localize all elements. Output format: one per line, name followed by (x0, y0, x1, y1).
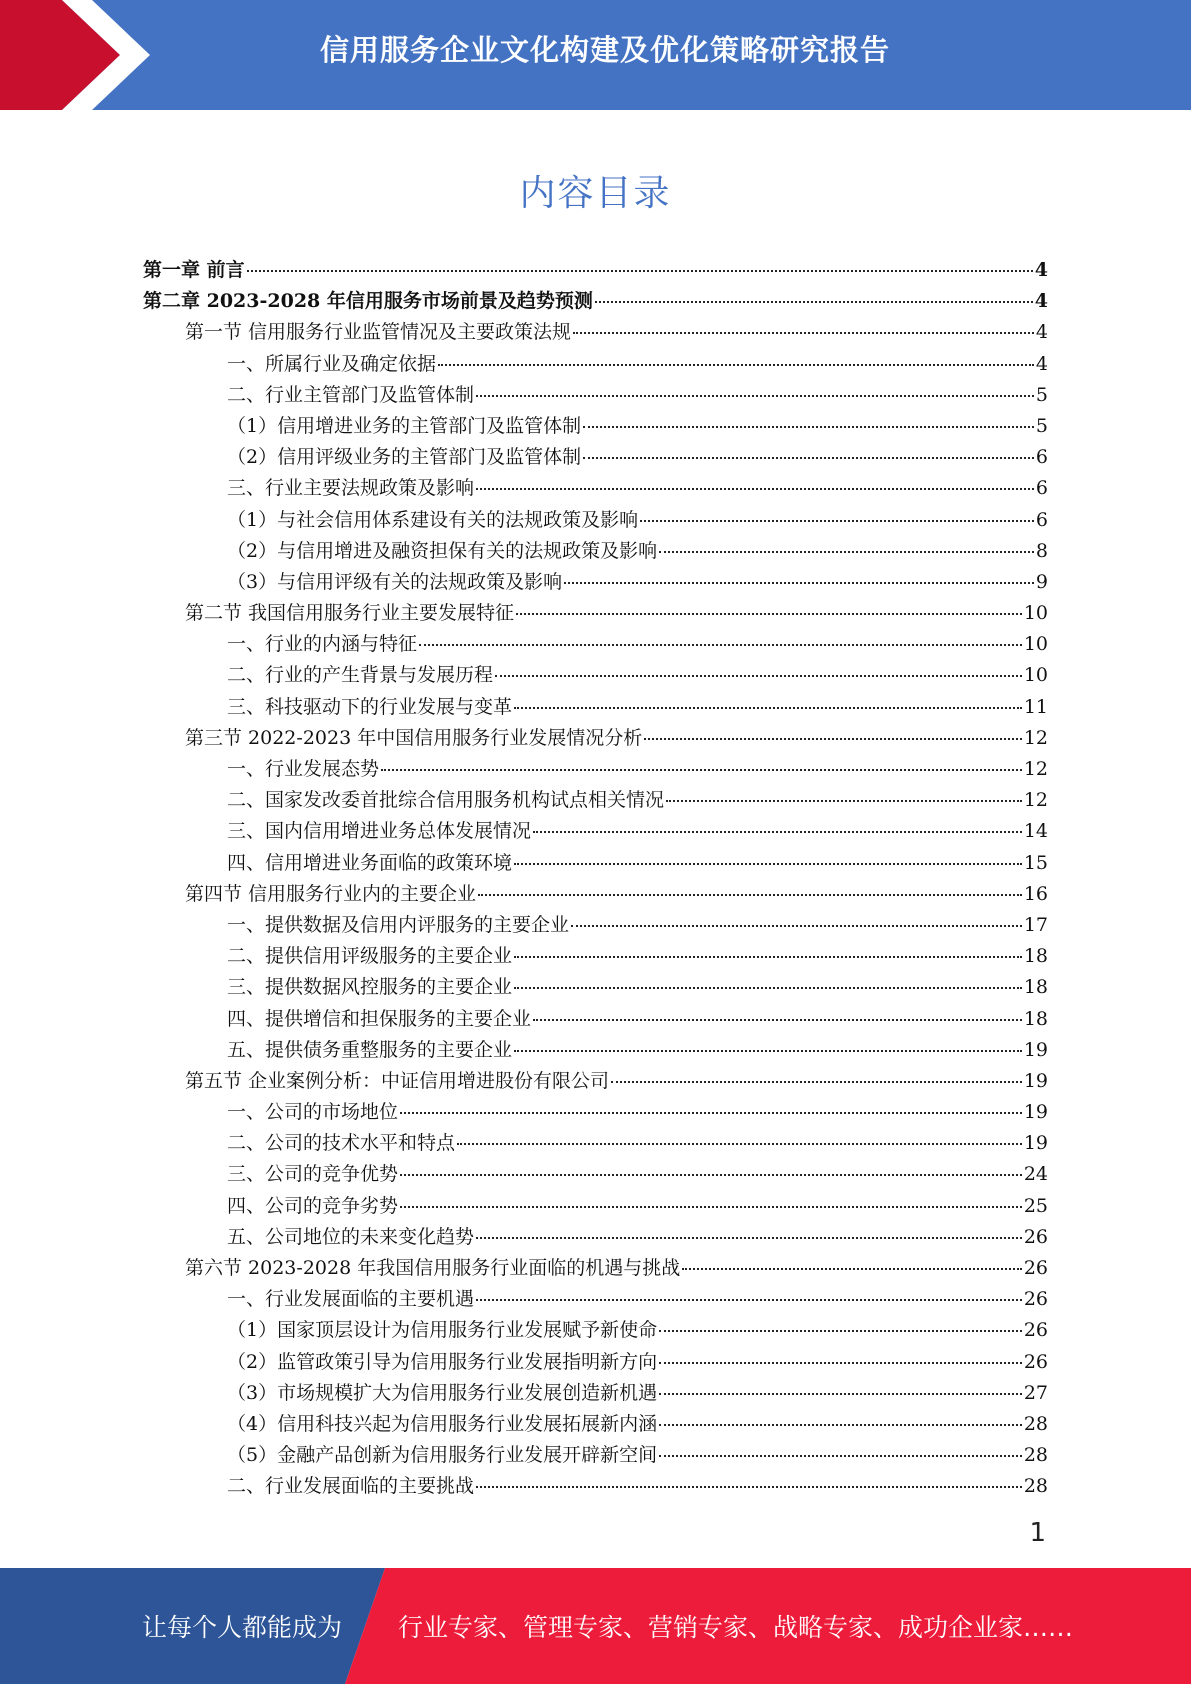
toc-dot-leader (476, 1486, 1022, 1488)
footer-slogan-right: 行业专家、管理专家、营销专家、战略专家、成功企业家…… (398, 1613, 1074, 1642)
toc-entry[interactable] (143, 1284, 1048, 1315)
toc-entry-title: 四、公司的竞争劣势 (227, 1194, 399, 1217)
toc-dot-leader (476, 395, 1034, 397)
toc-dot-leader (659, 1330, 1022, 1332)
toc-entry-page: 8 (1035, 539, 1048, 562)
toc-entry-title: 一、行业的内涵与特征 (227, 633, 418, 656)
toc-entry-page: 18 (1023, 976, 1048, 999)
toc-dot-leader (611, 1081, 1022, 1083)
toc-dot-leader (514, 863, 1022, 865)
toc-entry-title: 一、提供数据及信用内评服务的主要企业 (227, 913, 570, 936)
toc-entry-title: （2）监管政策引导为信用服务行业发展指明新方向 (227, 1350, 658, 1373)
toc-entry[interactable] (143, 505, 1048, 536)
toc-entry-title: 五、公司地位的未来变化趋势 (227, 1225, 475, 1248)
toc-entry-page: 27 (1023, 1381, 1048, 1404)
toc-dot-leader (457, 1143, 1022, 1145)
toc-entry-page: 28 (1023, 1444, 1048, 1467)
toc-entry-title: （4）信用科技兴起为信用服务行业发展拓展新内涵 (227, 1412, 658, 1435)
toc-entry-page: 28 (1023, 1412, 1048, 1435)
toc-entry-page: 18 (1023, 1007, 1048, 1030)
toc-dot-leader (400, 1206, 1022, 1208)
toc-dot-leader (514, 987, 1022, 989)
toc-dot-leader (514, 1050, 1022, 1052)
toc-entry-page: 14 (1023, 820, 1048, 843)
toc-entry[interactable] (143, 1440, 1048, 1471)
toc-entry[interactable] (143, 879, 1048, 910)
toc-entry-page: 19 (1023, 1038, 1048, 1061)
toc-entry-page: 25 (1023, 1194, 1048, 1217)
toc-entry-title: 一、行业发展面临的主要机遇 (227, 1288, 475, 1311)
toc-entry-page: 10 (1023, 602, 1048, 625)
toc-dot-leader (478, 894, 1022, 896)
toc-entry[interactable] (143, 1471, 1048, 1502)
toc-entry[interactable] (143, 629, 1048, 660)
toc-entry-title: （1）信用增进业务的主管部门及监管体制 (227, 414, 582, 437)
toc-dot-leader (247, 270, 1033, 272)
toc-dot-leader (476, 1237, 1022, 1239)
toc-entry-page: 10 (1023, 633, 1048, 656)
toc-entry-title: （1）与社会信用体系建设有关的法规政策及影响 (227, 508, 639, 531)
toc-entry[interactable] (143, 1066, 1048, 1097)
footer-banner (0, 1568, 1191, 1684)
toc-entry-page: 10 (1023, 664, 1048, 687)
header-banner (0, 0, 1191, 110)
toc-dot-leader (659, 1424, 1022, 1426)
toc-entry-page: 26 (1023, 1319, 1048, 1342)
toc-entry[interactable] (143, 536, 1048, 567)
toc-dot-leader (682, 1268, 1022, 1270)
toc-entry[interactable] (143, 286, 1048, 317)
toc-dot-leader (476, 1299, 1022, 1301)
toc-entry-title: 二、公司的技术水平和特点 (227, 1132, 456, 1155)
toc-entry-title: 三、国内信用增进业务总体发展情况 (227, 820, 532, 843)
toc-entry-page: 24 (1023, 1163, 1048, 1186)
toc-entry[interactable] (143, 1128, 1048, 1159)
toc-entry[interactable] (143, 317, 1048, 348)
toc-entry-title: 第五节 企业案例分析：中证信用增进股份有限公司 (185, 1069, 610, 1092)
toc-entry-page: 19 (1023, 1132, 1048, 1155)
toc-dot-leader (595, 301, 1033, 303)
toc-entry-page: 26 (1023, 1257, 1048, 1279)
chevron-logo-icon (0, 0, 160, 110)
toc-dot-leader (583, 426, 1034, 428)
toc-entry[interactable] (143, 785, 1048, 816)
toc-dot-leader (573, 332, 1034, 334)
toc-dot-leader (659, 1455, 1022, 1457)
toc-entry-page: 4 (1035, 321, 1048, 344)
toc-dot-leader (571, 925, 1022, 927)
toc-dot-leader (659, 551, 1034, 553)
toc-entry-title: 第一章 前言 (143, 259, 245, 281)
toc-entry[interactable] (143, 1315, 1048, 1346)
footer-slogan-left: 让每个人都能成为 (142, 1613, 343, 1642)
toc-entry-page: 19 (1023, 1069, 1048, 1092)
toc-entry[interactable] (143, 723, 1048, 754)
toc-entry[interactable] (143, 1097, 1048, 1128)
toc-entry[interactable] (143, 1191, 1048, 1222)
toc-entry-page: 15 (1023, 851, 1048, 874)
toc-dot-leader (666, 800, 1022, 802)
toc-entry[interactable] (143, 349, 1048, 380)
toc-entry-page: 6 (1035, 508, 1048, 531)
toc-entry[interactable] (143, 848, 1048, 879)
toc-entry-title: 第二章 2023-2028 年信用服务市场前景及趋势预测 (143, 290, 593, 313)
toc-entry-page: 4 (1035, 352, 1048, 375)
toc-entry-title: 四、提供增信和担保服务的主要企业 (227, 1007, 532, 1030)
toc-entry-title: 四、信用增进业务面临的政策环境 (227, 851, 513, 874)
toc-dot-leader (438, 364, 1034, 366)
toc-entry-page: 26 (1023, 1288, 1048, 1311)
toc-entry-title: 五、提供债务重整服务的主要企业 (227, 1038, 513, 1061)
toc-dot-leader (640, 520, 1034, 522)
toc-entry-page: 4 (1034, 290, 1048, 313)
toc-entry[interactable] (143, 380, 1048, 411)
toc-dot-leader (644, 738, 1022, 740)
toc-dot-leader (476, 488, 1034, 490)
table-of-contents (143, 255, 1048, 1503)
toc-entry[interactable] (143, 598, 1048, 629)
toc-entry-title: 二、国家发改委首批综合信用服务机构试点相关情况 (227, 789, 665, 812)
toc-entry-title: 三、科技驱动下的行业发展与变革 (227, 695, 513, 718)
toc-entry-page: 26 (1023, 1350, 1048, 1373)
toc-entry-title: 一、所属行业及确定依据 (227, 352, 437, 375)
toc-entry-page: 19 (1023, 1101, 1048, 1124)
toc-entry-page: 12 (1023, 789, 1048, 812)
toc-entry-page: 28 (1023, 1475, 1048, 1498)
toc-entry-title: 三、公司的竞争优势 (227, 1163, 399, 1186)
toc-entry[interactable] (143, 473, 1048, 504)
toc-entry[interactable] (143, 816, 1048, 847)
toc-entry-title: （3）市场规模扩大为信用服务行业发展创造新机遇 (227, 1381, 658, 1404)
toc-entry[interactable] (143, 1035, 1048, 1066)
toc-dot-leader (419, 644, 1022, 646)
report-title: 信用服务企业文化构建及优化策略研究报告 (319, 33, 890, 67)
page-number: 1 (1029, 1518, 1046, 1548)
toc-dot-leader (400, 1174, 1022, 1176)
toc-entry-title: 第三节 2022-2023 年中国信用服务行业发展情况分析 (185, 726, 643, 749)
toc-entry-page: 9 (1035, 570, 1048, 593)
toc-entry-page: 12 (1023, 726, 1048, 749)
toc-entry-title: （1）国家顶层设计为信用服务行业发展赋予新使命 (227, 1319, 658, 1342)
toc-dot-leader (533, 831, 1022, 833)
toc-entry-title: （2）信用评级业务的主管部门及监管体制 (227, 446, 582, 469)
toc-entry-title: 二、行业主管部门及监管体制 (227, 383, 475, 406)
toc-entry[interactable] (143, 1159, 1048, 1190)
toc-dot-leader (514, 707, 1022, 709)
toc-heading: 内容目录 (519, 173, 672, 214)
toc-entry[interactable] (143, 442, 1048, 473)
toc-entry-page: 5 (1035, 383, 1048, 406)
toc-entry-title: 三、行业主要法规政策及影响 (227, 477, 475, 500)
toc-entry-title: 第二节 我国信用服务行业主要发展特征 (185, 602, 515, 625)
toc-entry-title: 三、提供数据风控服务的主要企业 (227, 976, 513, 999)
toc-entry[interactable] (143, 910, 1048, 941)
toc-entry[interactable] (143, 1378, 1048, 1409)
toc-dot-leader (514, 956, 1022, 958)
toc-entry-page: 18 (1023, 945, 1048, 968)
toc-dot-leader (659, 1393, 1022, 1395)
toc-entry-title: 二、行业发展面临的主要挑战 (227, 1475, 475, 1498)
toc-dot-leader (516, 613, 1022, 615)
toc-entry[interactable] (143, 1222, 1048, 1253)
toc-dot-leader (564, 582, 1034, 584)
toc-entry[interactable] (143, 660, 1048, 691)
toc-entry-title: 二、行业的产生背景与发展历程 (227, 664, 494, 687)
toc-dot-leader (583, 457, 1034, 459)
toc-entry[interactable] (143, 255, 1048, 286)
toc-entry-page: 26 (1023, 1225, 1048, 1248)
toc-entry[interactable] (143, 1409, 1048, 1440)
toc-entry[interactable] (143, 1253, 1048, 1284)
toc-dot-leader (495, 675, 1022, 677)
toc-entry-page: 11 (1023, 695, 1048, 718)
toc-entry-page: 17 (1023, 913, 1048, 936)
toc-entry-title: （5）金融产品创新为信用服务行业发展开辟新空间 (227, 1444, 658, 1467)
toc-entry-title: 第六节 2023-2028 年我国信用服务行业面临的机遇与挑战 (185, 1257, 681, 1279)
toc-dot-leader (400, 1112, 1022, 1114)
toc-entry[interactable] (143, 972, 1048, 1003)
toc-entry-page: 6 (1035, 446, 1048, 469)
toc-entry-title: 二、提供信用评级服务的主要企业 (227, 945, 513, 968)
toc-entry[interactable] (143, 1004, 1048, 1035)
toc-entry[interactable] (143, 567, 1048, 598)
toc-entry-title: 一、行业发展态势 (227, 758, 380, 780)
toc-entry-title: （3）与信用评级有关的法规政策及影响 (227, 570, 563, 593)
toc-entry-title: 第四节 信用服务行业内的主要企业 (185, 882, 477, 905)
toc-entry[interactable] (143, 754, 1048, 785)
toc-entry-page: 4 (1034, 259, 1048, 281)
toc-entry-page: 12 (1023, 758, 1048, 780)
toc-entry-page: 5 (1035, 414, 1048, 437)
toc-entry[interactable] (143, 1347, 1048, 1378)
toc-dot-leader (533, 1019, 1022, 1021)
toc-entry[interactable] (143, 941, 1048, 972)
toc-dot-leader (659, 1362, 1022, 1364)
toc-entry-title: 第一节 信用服务行业监管情况及主要政策法规 (185, 321, 572, 344)
toc-entry-title: 一、公司的市场地位 (227, 1101, 399, 1124)
toc-entry[interactable] (143, 692, 1048, 723)
toc-entry-page: 16 (1023, 882, 1048, 905)
toc-entry-page: 6 (1035, 477, 1048, 500)
toc-dot-leader (381, 769, 1022, 771)
toc-entry[interactable] (143, 411, 1048, 442)
toc-entry-title: （2）与信用增进及融资担保有关的法规政策及影响 (227, 539, 658, 562)
